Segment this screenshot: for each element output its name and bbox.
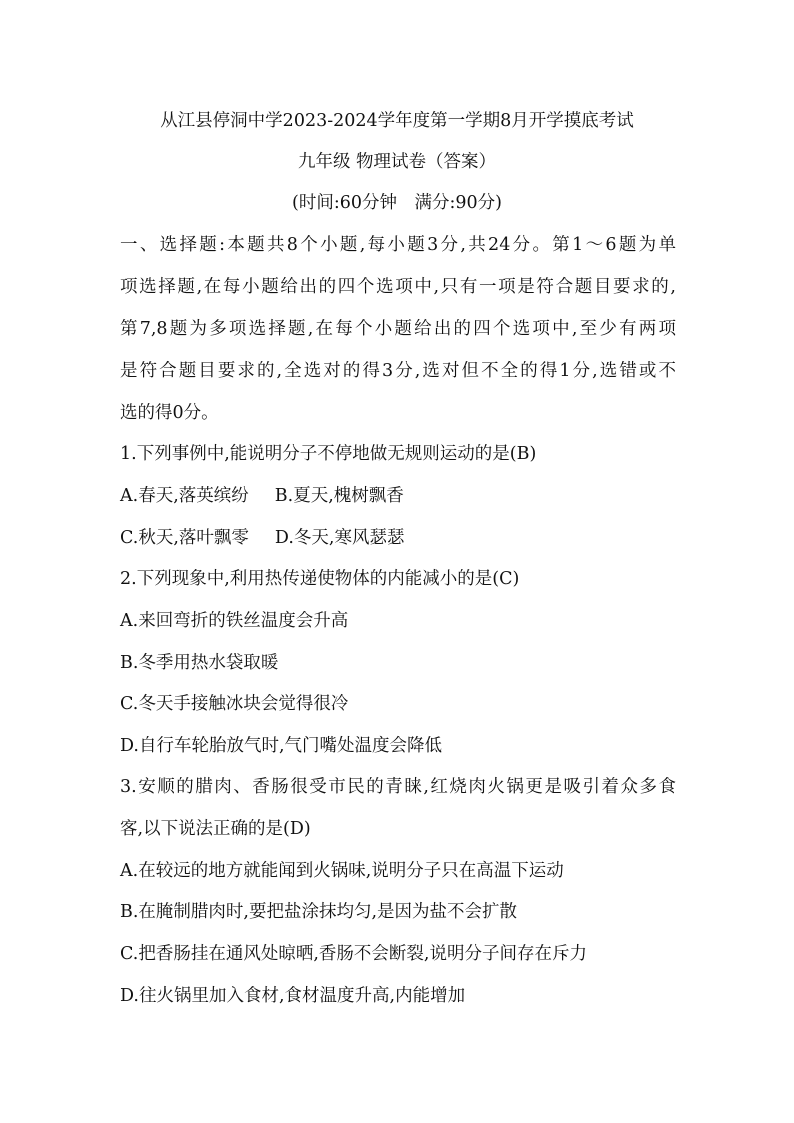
- section-instructions-line-4: 是符合题目要求的,全选对的得3分,选对但不全的得1分,选错或不: [120, 361, 676, 381]
- question-2-option-b: B.冬季用热水袋取暖: [120, 653, 279, 673]
- question-2-option-d: D.自行车轮胎放气时,气门嘴处温度会降低: [120, 736, 443, 756]
- question-3-option-b: B.在腌制腊肉时,要把盐涂抹均匀,是因为盐不会扩散: [120, 902, 518, 922]
- question-3-option-d: D.往火锅里加入食材,食材温度升高,内能增加: [120, 986, 466, 1006]
- section-instructions-line-3: 第7,8题为多项选择题,在每个小题给出的四个选项中,至少有两项: [120, 319, 676, 339]
- question-3-stem-line-2: 客,以下说法正确的是(D): [120, 819, 311, 839]
- question-3-option-a: A.在较远的地方就能闻到火锅味,说明分子只在高温下运动: [120, 861, 564, 881]
- question-1-stem: 1.下列事例中,能说明分子不停地做无规则运动的是(B): [120, 444, 537, 464]
- section-instructions-line-1: 一、选择题:本题共8个小题,每小题3分,共24分。第1～6题为单: [120, 235, 676, 255]
- question-1-option-a: A.春天,落英缤纷: [120, 486, 249, 506]
- question-1-option-b: B.夏天,槐树飘香: [274, 486, 404, 506]
- exam-title: 从江县停洞中学2023-2024学年度第一学期8月开学摸底考试: [160, 111, 634, 131]
- question-1-options-row-1: [120, 482, 404, 507]
- question-1-options-row-2: [120, 524, 404, 549]
- question-2-stem: 2.下列现象中,利用热传递使物体的内能减小的是(C): [120, 569, 520, 589]
- exam-time-score: (时间:60分钟 满分:90分): [292, 193, 502, 213]
- exam-subtitle: 九年级 物理试卷（答案）: [297, 152, 497, 172]
- question-1-option-c: C.秋天,落叶飘零: [120, 528, 249, 548]
- question-2-option-c: C.冬天手接触冰块会觉得很冷: [120, 694, 349, 714]
- question-3-stem-line-1: 3.安顺的腊肉、香肠很受市民的青睐,红烧肉火锅更是吸引着众多食: [120, 777, 676, 797]
- section-instructions-line-2: 项选择题,在每小题给出的四个选项中,只有一项是符合题目要求的,: [120, 277, 676, 297]
- question-1-option-d: D.冬天,寒风瑟瑟: [274, 528, 405, 548]
- question-3-option-c: C.把香肠挂在通风处晾晒,香肠不会断裂,说明分子间存在斥力: [120, 944, 587, 964]
- section-instructions-line-5: 选的得0分。: [120, 403, 219, 423]
- question-2-option-a: A.来回弯折的铁丝温度会升高: [120, 611, 349, 631]
